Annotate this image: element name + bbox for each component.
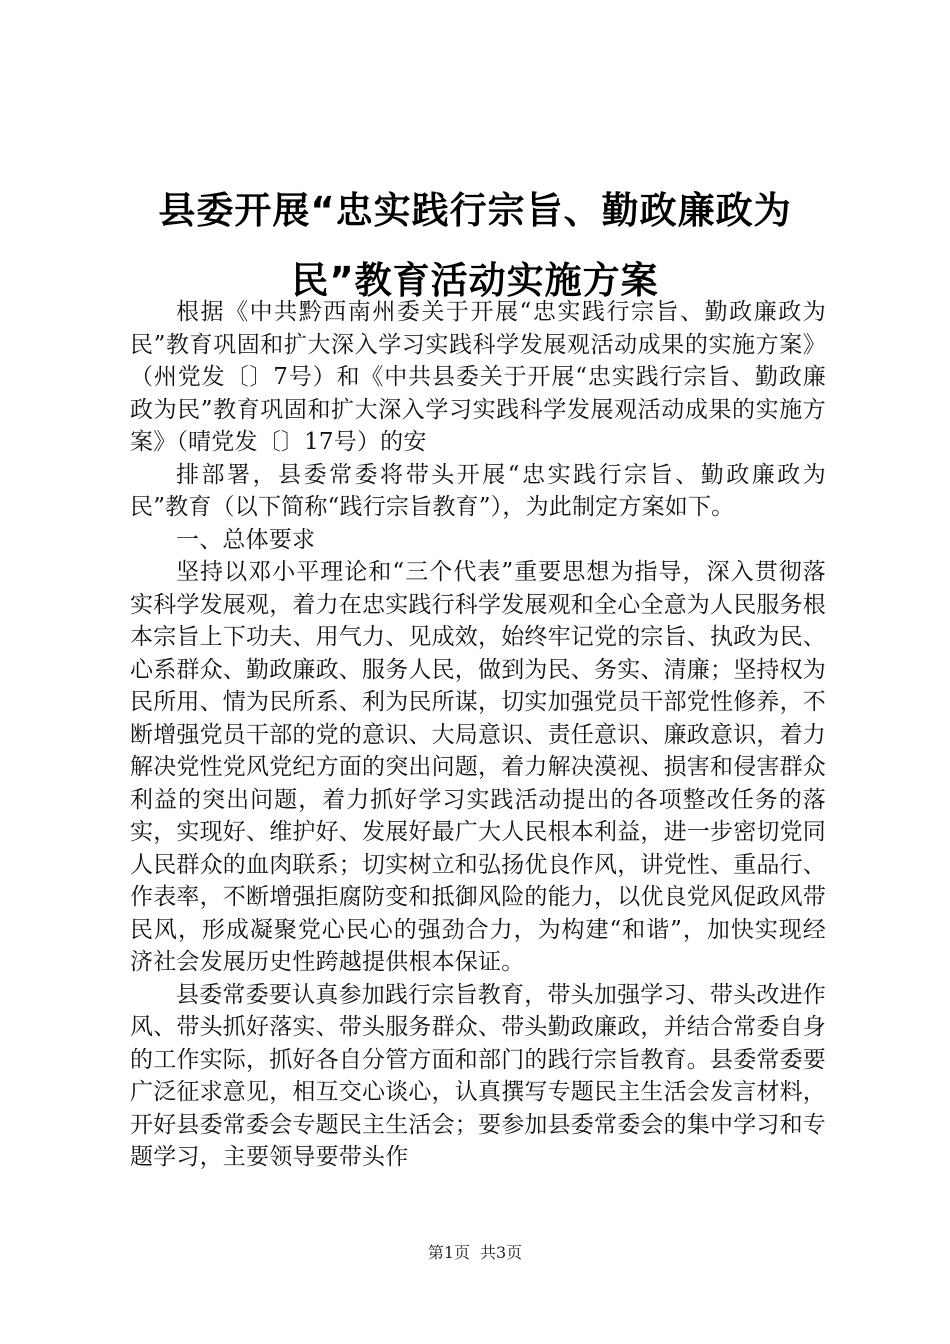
page-footer	[0, 1243, 950, 1263]
document-title: 县委开展“忠实践行宗旨、勤政廉政为民”教育活动实施方案	[158, 189, 792, 302]
section-heading-general-requirements: 一、总体要求	[176, 526, 316, 553]
document-body	[130, 296, 826, 1174]
paragraph-committee-duties: 县委常委要认真参加践行宗旨教育，带头加强学习、带头改进作风、带头抓好落实、带头服务群众、带头勤政廉政，并结合常委自身的工作实际，抓好各自分管方面和部门的践行宗旨教育。县委常委要广泛征求意见，相互交心谈心，认真撰写专题民主生活会发言材料，开好县委常委会专题民主生活会；要参加县委常委会的集中学习和专题学习，主要领导要带头作	[130, 981, 826, 1170]
paragraph-guiding-principles: 坚持以邓小平理论和“三个代表”重要思想为指导，深入贯彻落实科学发展观，着力在忠实践行科学发展观和全心全意为人民服务根本宗旨上下功夫、用气力、见成效，始终牢记党的宗旨、执政为民、心系群众、勤政廉政、服务人民，做到为民、务实、清廉；坚持权为民所用、情为民所系、利为民所谋，切实加强党员干部党性修养，不断增强党员干部的党的意识、大局意识、责任意识、廉政意识，着力解决党性党风党纪方面的突出问题，着力解决漠视、损害和侵害群众利益的突出问题，着力抓好学习实践活动提出的各项整改任务的落实，实现好、维护好、发展好最广大人民根本利益，进一步密切党同人民群众的血肉联系；切实树立和弘扬优良作风，讲党性、重品行、作表率，不断增强拒腐防变和抵御风险的能力，以优良党风促政风带民风，形成凝聚党心民心的强劲合力，为构建“和谐”，加快实现经济社会发展历史性跨越提供根本保证。	[130, 559, 826, 975]
paragraph-deployment: 排部署，县委常委将带头开展“忠实践行宗旨、勤政廉政为民”教育（以下简称“践行宗旨教育”），为此制定方案如下。	[130, 461, 826, 520]
page-total: 共3页	[480, 1243, 523, 1262]
page-number: 第1页	[427, 1243, 470, 1262]
paragraph-intro: 根据《中共黔西南州委关于开展“忠实践行宗旨、勤政廉政为民”教育巩固和扩大深入学习实践科学发展观活动成果的实施方案》（州党发〔〕7号）和《中共县委关于开展“忠实践行宗旨、勤政廉政为民”教育巩固和扩大深入学习实践科学发展观活动成果的实施方案》（晴党发〔〕17号）的安	[130, 299, 826, 455]
